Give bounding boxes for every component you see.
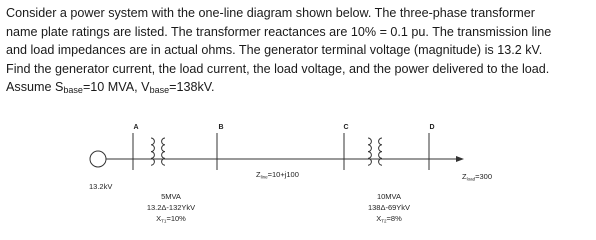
- load-z-subscript: load: [466, 176, 476, 182]
- t2-x-symbol: X: [376, 214, 382, 223]
- t2-reactance: [376, 214, 402, 224]
- line-z-value: =10+j100: [267, 170, 299, 179]
- problem-line-2: name plate ratings are listed. The transformer reactances are 10% = 0.1 pu. The transmission line: [6, 24, 552, 39]
- bus-c-label: C: [343, 124, 349, 131]
- t1-voltage: 13.2Δ-132YkV: [146, 203, 196, 212]
- t1-reactance: [156, 214, 186, 224]
- t2-x-value: =8%: [386, 214, 402, 223]
- load-impedance: [462, 172, 492, 182]
- t1-x-value: =10%: [166, 214, 186, 223]
- assume-prefix: Assume S: [6, 80, 64, 94]
- transformer-t1-icon: [151, 138, 165, 165]
- bus-b-label: B: [218, 124, 224, 131]
- problem-line-4: Find the generator current, the load current, the load voltage, and the power delivered to the load.: [6, 61, 550, 76]
- bus-a-label: A: [133, 124, 139, 131]
- t1-rating: 5MVA: [161, 192, 181, 201]
- t2-x-subscript: T2: [381, 218, 387, 224]
- line-z-subscript: line: [260, 174, 268, 180]
- load-z-value: =300: [475, 172, 493, 181]
- t2-rating: 10MVA: [376, 192, 402, 201]
- v-base-subscript: base: [149, 85, 170, 95]
- assume-middle: =10 MVA, V: [82, 80, 150, 94]
- problem-line-3: and load impedances are in actual ohms. The generator terminal voltage (magnitude) is 13.2 kV.: [6, 43, 543, 57]
- bus-d-label: D: [429, 124, 435, 131]
- generator-icon: [90, 151, 106, 167]
- load-arrow-icon: [456, 156, 464, 162]
- transformer-t2-icon: [368, 138, 382, 165]
- t1-x-symbol: X: [156, 214, 162, 223]
- t2-voltage: 138Δ-69YkV: [367, 203, 411, 212]
- s-base-subscript: base: [63, 85, 83, 95]
- generator-voltage: 13.2kV: [89, 182, 113, 191]
- t1-x-subscript: T1: [161, 218, 167, 224]
- assume-suffix: =138kV.: [169, 80, 215, 94]
- problem-line-1: Consider a power system with the one-line diagram shown below. The three-phase transformer: [6, 6, 535, 20]
- line-impedance: [256, 170, 299, 180]
- line-z-symbol: Z: [256, 170, 261, 179]
- load-z-symbol: Z: [462, 172, 467, 181]
